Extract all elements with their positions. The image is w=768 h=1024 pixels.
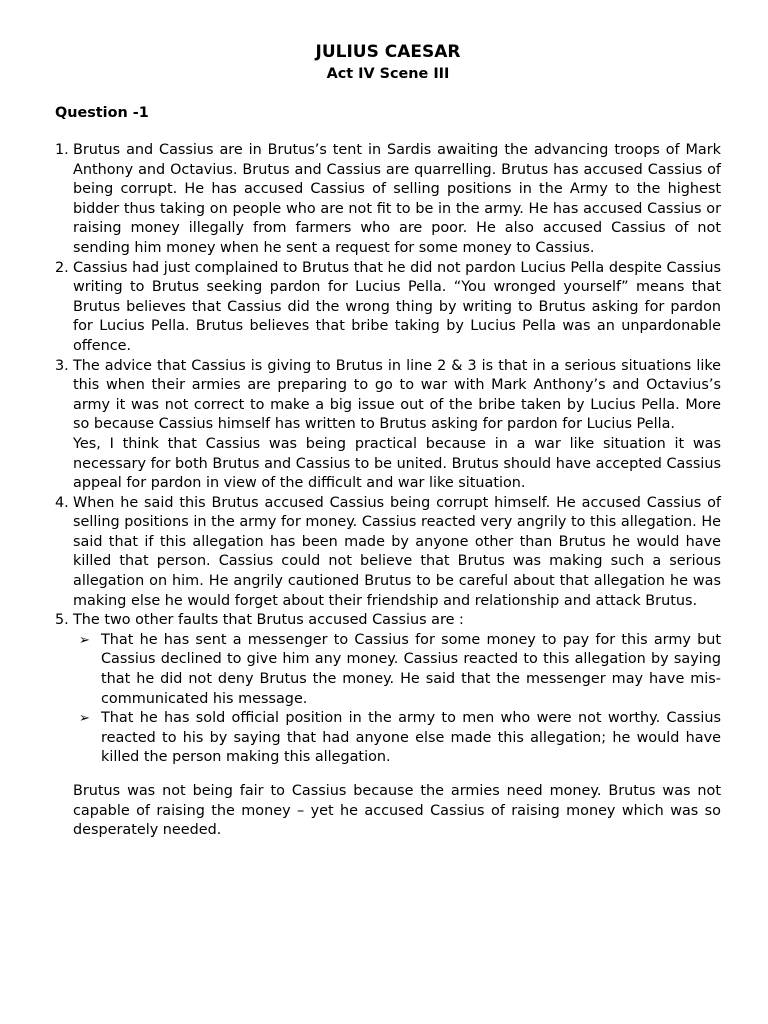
- answer-paragraph: Brutus and Cassius are in Brutus’s tent in Sardis awaiting the advancing troops of Mark Anthony and Octavius. Brutus and Cassius are quarrelling. Brutus has accused Cassius of being corrupt. He has accused Cassius of selling positions in the Army to the highest bidder thus taking on people who are not fit to be in the army. He has accused Cassius or raising money illegally from farmers who are poor. He also accused Cassius of not sending him money when he sent a request for some money to Cassius.: [73, 142, 721, 256]
- answer-number: 2.: [55, 259, 69, 276]
- document-page: [55, 41, 721, 841]
- arrow-bullet-icon: ➢: [79, 711, 90, 727]
- answer-number: 4.: [55, 494, 69, 511]
- question-label: Question -1: [55, 105, 149, 121]
- answer-item: [55, 259, 721, 357]
- answer-paragraph: When he said this Brutus accused Cassius being corrupt himself. He accused Cassius of selling positions in the army for money. Cassius reacted very angrily to this allegation. He said that if this allegation has been made by anyone other than Brutus he would have killed that person. Cassius could not believe that Brutus was making such a serious allegation on him. He angrily cautioned Brutus to be careful about that allegation he was making else he would forget about their friendship and relationship and attack Brutus.: [73, 494, 721, 609]
- answer-paragraph: The two other faults that Brutus accused Cassius are :: [73, 612, 464, 629]
- answer-paragraph: The advice that Cassius is giving to Brutus in line 2 & 3 is that in a serious situations like this when their armies are preparing to go to war with Mark Anthony’s and Octavius’s army it was not correct to make a big issue out of the bribe taken by Lucius Pella. More so because Cassius himself has written to Brutus asking for pardon for Lucius Pella.: [73, 357, 721, 433]
- answer-list: [55, 141, 721, 631]
- answer-number: 1.: [55, 142, 69, 158]
- answer-item: [55, 494, 721, 612]
- answer-item: [55, 357, 721, 494]
- answer-item: [55, 141, 721, 259]
- answer-paragraph: Yes, I think that Cassius was being practical because in a war like situation it was necessary for both Brutus and Cassius to be united. Brutus should have accepted Cassius appeal for pardon in view of the difficult and war like situation.: [73, 435, 721, 492]
- bullet-text: That he has sold official position in the army to men who were not worthy. Cassius reacted to his by saying that had anyone else made this allegation; he would have killed the person making this allegation.: [101, 710, 721, 766]
- bullet-text: That he has sent a messenger to Cassius for some money to pay for this army but Cassius declined to give him any money. Cassius reacted to this allegation by saying that he did not deny Brutus the money. He said that the messenger may have mis-communicated his message.: [101, 631, 721, 707]
- answer-item: [55, 611, 721, 631]
- answer-number: 3.: [55, 357, 69, 374]
- answer-paragraph: Cassius had just complained to Brutus that he did not pardon Lucius Pella despite Cassius writing to Brutus seeking pardon for Lucius Pella. “You wronged yourself” means that Brutus believes that Cassius did the wrong thing by writing to Brutus asking for pardon for Lucius Pella. Brutus believes that bribe taking by Lucius Pella was an unpardonable offence.: [73, 259, 721, 354]
- page-subtitle: Act IV Scene III: [326, 66, 450, 82]
- bullet-item: [55, 631, 721, 709]
- arrow-bullet-icon: ➢: [79, 632, 90, 648]
- page-title: JULIUS CAESAR: [315, 42, 461, 62]
- bullet-item: [55, 709, 721, 768]
- answer-number: 5.: [55, 612, 69, 629]
- closing-paragraph: Brutus was not being fair to Cassius because the armies need money. Brutus was not capable of raising the money – yet he accused Cassius of raising money which was so desperately needed.: [73, 783, 721, 839]
- bullet-list: [55, 631, 721, 768]
